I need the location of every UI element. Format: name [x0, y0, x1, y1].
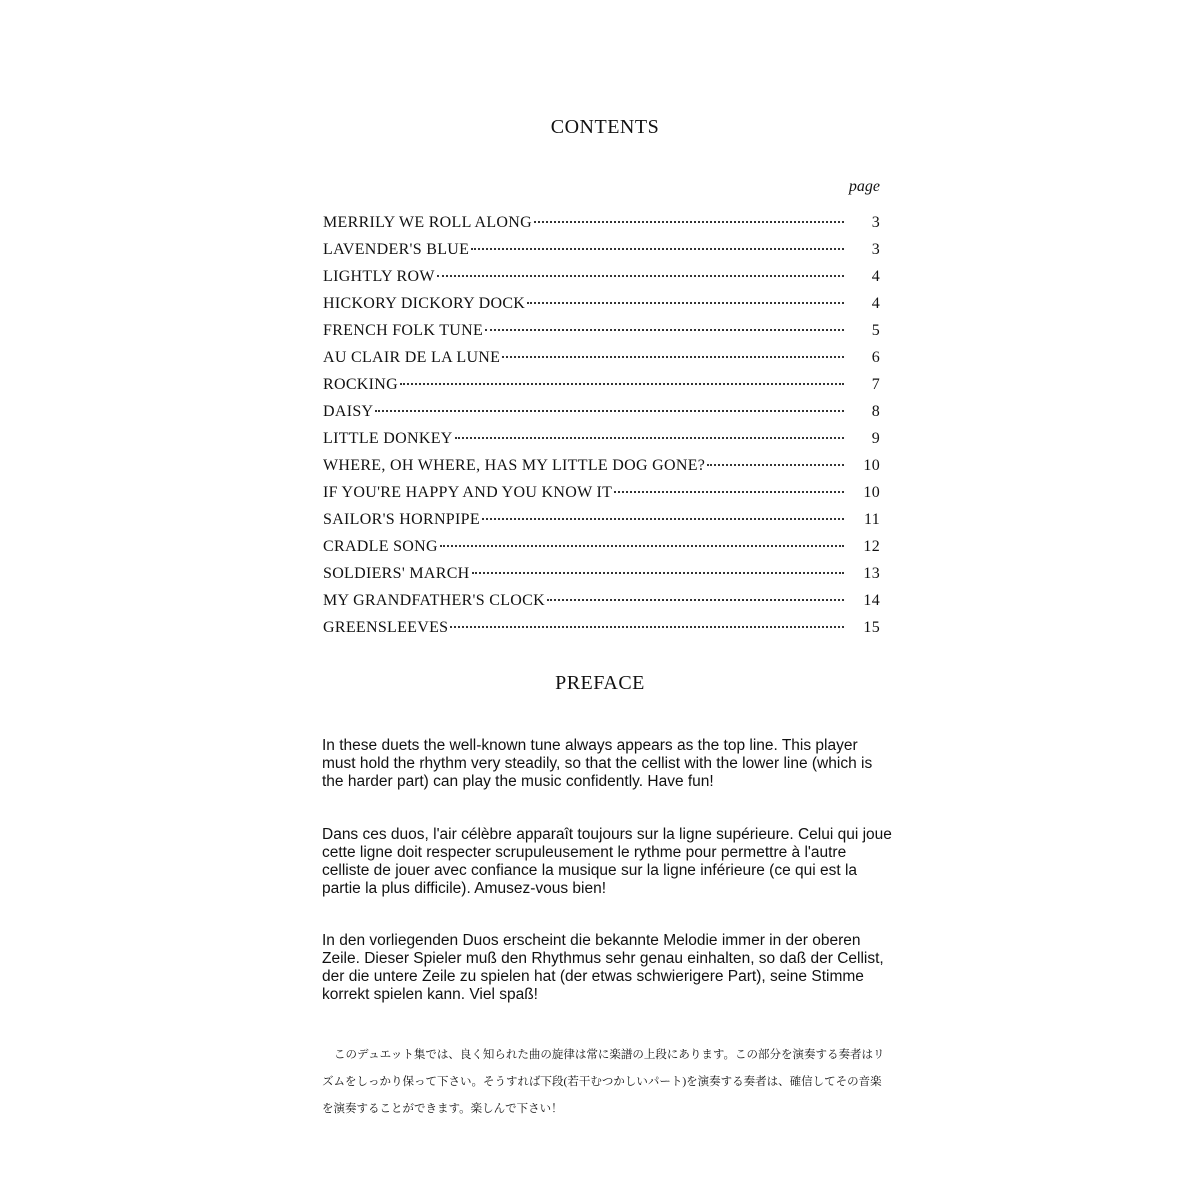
toc-page-number: 4: [871, 268, 880, 285]
toc-title: SAILOR'S HORNPIPE: [323, 511, 480, 528]
toc-title: LAVENDER'S BLUE: [323, 241, 470, 258]
dot-leader: [375, 410, 844, 412]
toc-page-number: 10: [863, 484, 880, 501]
toc-title: CRADLE SONG: [323, 538, 438, 555]
dot-leader: [471, 248, 844, 250]
dot-leader: [614, 491, 844, 493]
toc-title: MY GRANDFATHER'S CLOCK: [323, 592, 545, 609]
preface-japanese: このデュエット集では、良く知られた曲の旋律は常に楽譜の上段にあります。この部分を演奏する奏者はリズムをしっかり保って下さい。そうすれば下段(若干むつかしいパート)を演奏する奏者は、確信してその音楽を演奏することができます。楽しんで下さい！: [322, 1049, 885, 1115]
toc-page-number: 15: [863, 619, 880, 636]
dot-leader: [547, 599, 844, 601]
toc-page-number: 10: [863, 457, 880, 474]
toc-row: [323, 295, 880, 322]
toc-title: AU CLAIR DE LA LUNE: [323, 349, 501, 366]
page-column-label: page: [848, 178, 880, 195]
dot-leader: [400, 383, 844, 385]
preface-german: In den vorliegenden Duos erscheint die bekannte Melodie immer in der oberen Zeile. Dieser Spieler muß den Rhythmus sehr genau einhalten, so daß der Cellist, der die untere Zeile zu spielen hat (der etwas schwierigere Part), seine Stimme korrekt spielen kann. Viel spaß!: [322, 932, 884, 1003]
toc-row: [323, 511, 880, 538]
toc-row: [323, 403, 880, 430]
toc-title: MERRILY WE ROLL ALONG: [323, 214, 532, 231]
toc-row: [323, 484, 880, 511]
toc-row: [323, 592, 880, 619]
toc-title: WHERE, OH WHERE, HAS MY LITTLE DOG GONE?: [323, 457, 706, 474]
toc-title: FRENCH FOLK TUNE: [323, 322, 484, 339]
toc-row: [323, 268, 880, 295]
toc-title: GREENSLEEVES: [323, 619, 449, 636]
dot-leader: [437, 275, 844, 277]
toc-title: HICKORY DICKORY DOCK: [323, 295, 526, 312]
dot-leader: [455, 437, 844, 439]
toc-row: [323, 241, 880, 268]
toc-page-number: 5: [871, 322, 880, 339]
dot-leader: [534, 221, 844, 223]
toc-list: [323, 214, 880, 646]
toc-page-number: 13: [863, 565, 880, 582]
toc-page-number: 3: [871, 214, 880, 231]
preface-english: In these duets the well-known tune always appears as the top line. This player must hold the rhythm very steadily, so that the cellist with the lower line (which is the harder part) can play the music confidently. Have fun!: [322, 737, 873, 790]
dot-leader: [450, 626, 844, 628]
toc-title: DAISY: [323, 403, 374, 420]
toc-row: [323, 619, 880, 646]
toc-row: [323, 565, 880, 592]
dot-leader: [502, 356, 844, 358]
toc-page-number: 4: [871, 295, 880, 312]
contents-title: CONTENTS: [550, 116, 660, 138]
toc-row: [323, 322, 880, 349]
toc-page-number: 9: [871, 430, 880, 447]
toc-row: [323, 430, 880, 457]
dot-leader: [440, 545, 844, 547]
toc-page-number: 3: [871, 241, 880, 258]
toc-title: ROCKING: [323, 376, 398, 393]
toc-row: [323, 214, 880, 241]
dot-leader: [485, 329, 844, 331]
toc-row: [323, 349, 880, 376]
toc-title: LIGHTLY ROW: [323, 268, 435, 285]
toc-page-number: 12: [863, 538, 880, 555]
toc-row: [323, 376, 880, 403]
toc-page-number: 7: [871, 376, 880, 393]
toc-title: IF YOU'RE HAPPY AND YOU KNOW IT: [323, 484, 613, 501]
toc-page-number: 11: [863, 511, 880, 528]
toc-page-number: 8: [871, 403, 880, 420]
toc-page-number: 14: [863, 592, 880, 609]
dot-leader: [527, 302, 844, 304]
preface-french: Dans ces duos, l'air célèbre apparaît toujours sur la ligne supérieure. Celui qui joue cette ligne doit respecter scrupuleusement le rythme pour permettre à l'autre celliste de jouer avec confiance la musique sur la ligne inférieure (ce qui est la partie la plus difficile). Amusez-vous bien!: [322, 826, 892, 897]
toc-title: LITTLE DONKEY: [323, 430, 453, 447]
dot-leader: [472, 572, 844, 574]
toc-row: [323, 538, 880, 565]
toc-row: [323, 457, 880, 484]
preface-title: PREFACE: [555, 672, 645, 694]
dot-leader: [707, 464, 844, 466]
toc-title: SOLDIERS' MARCH: [323, 565, 470, 582]
toc-page-number: 6: [871, 349, 880, 366]
dot-leader: [482, 518, 844, 520]
